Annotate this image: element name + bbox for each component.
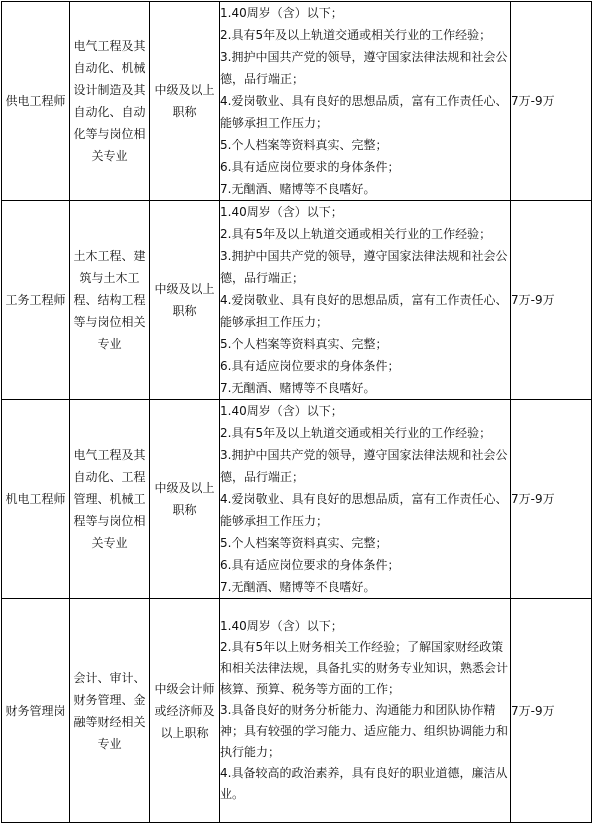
requirement-item: 2.具有5年及以上轨道交通或相关行业的工作经验； xyxy=(220,426,492,440)
requirement-item: 7.无酗酒、赌博等不良嗜好。 xyxy=(220,182,376,196)
requirement-item: 3.拥护中国共产党的领导，遵守国家法律法规和社会公德，品行端正； xyxy=(220,50,508,86)
table-row xyxy=(2,400,592,599)
requirement-item: 4.爱岗敬业、具有良好的思想品质，富有工作责任心、能够承担工作压力； xyxy=(220,492,508,528)
requirement-item: 5.个人档案等资料真实、完整； xyxy=(220,536,388,550)
requirement-item: 7.无酗酒、赌博等不良嗜好。 xyxy=(220,580,376,594)
requirement-item: 3.具备良好的财务分析能力、沟通能力和团队协作精神；具有较强的学习能力、适应能力、组织协调能力和执行能力； xyxy=(220,703,509,759)
requirement-item: 1.40周岁（含）以下； xyxy=(220,6,343,20)
requirement-item: 6.具有适应岗位要求的身体条件； xyxy=(220,558,400,572)
requirement-item: 5.个人档案等资料真实、完整； xyxy=(220,138,388,152)
title-cell: 中级及以上职称 xyxy=(150,2,220,201)
requirement-item: 1.40周岁（含）以下； xyxy=(220,619,343,633)
requirement-item: 5.个人档案等资料真实、完整； xyxy=(220,337,388,351)
salary-cell: 7万-9万 xyxy=(511,599,592,823)
salary-cell: 7万-9万 xyxy=(511,400,592,599)
requirement-item: 2.具有5年以上财务相关工作经验；了解国家财经政策和相关法律法规，具备扎实的财务专业知识，熟悉会计核算、预算、税务等方面的工作； xyxy=(220,640,509,696)
requirement-item: 4.爱岗敬业、具有良好的思想品质，富有工作责任心、能够承担工作压力； xyxy=(220,293,508,329)
table-row xyxy=(2,599,592,823)
position-cell: 财务管理岗 xyxy=(2,599,70,823)
requirements-cell xyxy=(220,201,511,400)
position-cell: 工务工程师 xyxy=(2,201,70,400)
requirement-item: 4.爱岗敬业、具有良好的思想品质，富有工作责任心、能够承担工作压力； xyxy=(220,94,508,130)
salary-cell: 7万-9万 xyxy=(511,201,592,400)
requirement-item: 6.具有适应岗位要求的身体条件； xyxy=(220,359,400,373)
title-cell: 中级会计师或经济师及以上职称 xyxy=(150,599,220,823)
requirements-cell xyxy=(220,599,511,823)
table-row xyxy=(2,2,592,201)
requirement-item: 7.无酗酒、赌博等不良嗜好。 xyxy=(220,381,376,395)
requirement-item: 1.40周岁（含）以下； xyxy=(220,404,343,418)
requirement-item: 2.具有5年及以上轨道交通或相关行业的工作经验； xyxy=(220,28,492,42)
requirement-item: 3.拥护中国共产党的领导，遵守国家法律法规和社会公德，品行端正； xyxy=(220,448,508,484)
position-cell: 供电工程师 xyxy=(2,2,70,201)
major-cell: 电气工程及其自动化、机械设计制造及其自动化、自动化等与岗位相关专业 xyxy=(70,2,150,201)
salary-cell: 7万-9万 xyxy=(511,2,592,201)
major-cell: 土木工程、建筑与土木工程、结构工程等与岗位相关专业 xyxy=(70,201,150,400)
title-cell: 中级及以上职称 xyxy=(150,400,220,599)
major-cell: 电气工程及其自动化、工程管理、机械工程等与岗位相关专业 xyxy=(70,400,150,599)
major-cell: 会计、审计、财务管理、金融等财经相关专业 xyxy=(70,599,150,823)
requirement-item: 4.具备较高的政治素养，具有良好的职业道德，廉洁从业。 xyxy=(220,766,508,801)
title-cell: 中级及以上职称 xyxy=(150,201,220,400)
table-row xyxy=(2,201,592,400)
requirement-item: 2.具有5年及以上轨道交通或相关行业的工作经验； xyxy=(220,227,492,241)
requirement-item: 6.具有适应岗位要求的身体条件； xyxy=(220,160,400,174)
job-table xyxy=(1,1,592,823)
position-cell: 机电工程师 xyxy=(2,400,70,599)
requirement-item: 1.40周岁（含）以下； xyxy=(220,205,343,219)
requirements-cell xyxy=(220,2,511,201)
requirements-cell xyxy=(220,400,511,599)
requirement-item: 3.拥护中国共产党的领导，遵守国家法律法规和社会公德，品行端正； xyxy=(220,249,508,285)
